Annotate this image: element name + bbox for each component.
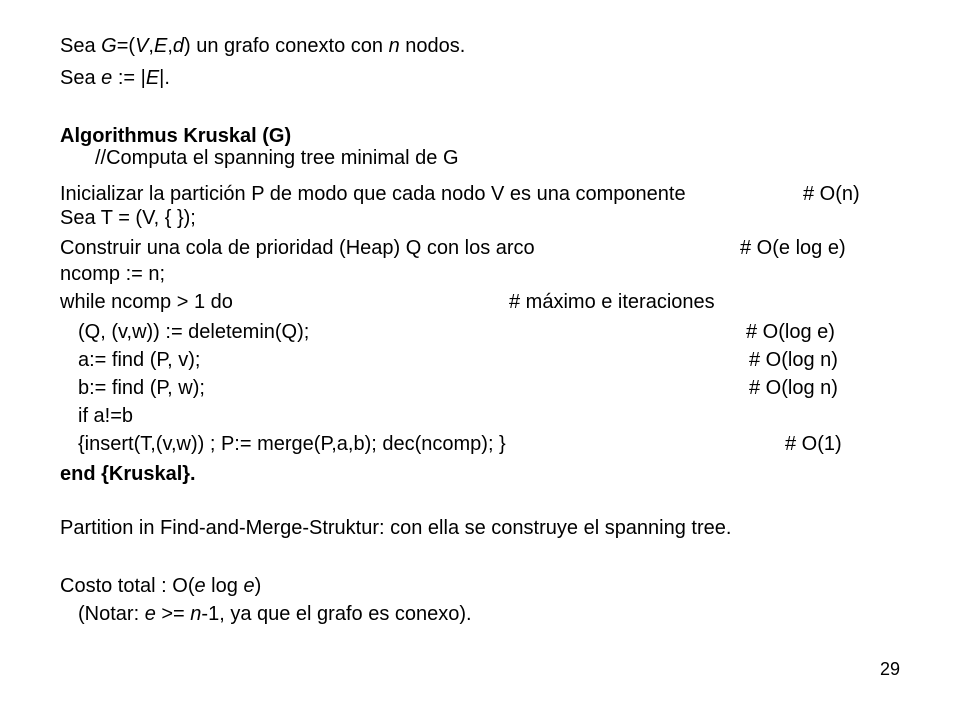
algorithm-comment: //Computa el spanning tree minimal de G: [95, 147, 459, 169]
code-line-while: while ncomp > 1 do: [60, 291, 233, 313]
code-line-insert-merge: {insert(T,(v,w)) ; P:= merge(P,a,b); dec(ncomp); }: [78, 433, 506, 455]
code-line-if: if a!=b: [78, 405, 134, 427]
edge-count-line: Sea e := |E|.: [60, 67, 170, 89]
graph-definition-line: Sea G=(V,E,d) un grafo conexto con n nodos.: [60, 35, 466, 57]
complexity-while: # máximo e iteraciones: [509, 291, 715, 313]
complexity-insert-merge: # O(1): [785, 433, 842, 455]
code-line-deletemin: (Q, (v,w)) := deletemin(Q);: [78, 321, 310, 343]
code-line-heap: Construir una cola de prioridad (Heap) Q con los arco: [60, 237, 535, 259]
algorithm-title: Algorithmus Kruskal (G): [60, 125, 292, 147]
complexity-init: # O(n): [803, 183, 860, 205]
complexity-find-v: # O(log n): [749, 349, 838, 371]
partition-note: Partition in Find-and-Merge-Struktur: con ella se construye el spanning tree.: [60, 517, 732, 539]
page-number: 29: [879, 659, 900, 679]
code-line-sea-t: Sea T = (V, { });: [60, 207, 196, 229]
code-line-find-w: b:= find (P, w);: [78, 377, 205, 399]
complexity-find-w: # O(log n): [749, 377, 838, 399]
algorithm-end: end {Kruskal}.: [60, 463, 196, 485]
code-line-find-v: a:= find (P, v);: [78, 349, 201, 371]
code-line-init: Inicializar la partición P de modo que cada nodo V es una componente: [60, 183, 686, 205]
total-cost-line: Costo total : O(e log e): [60, 575, 262, 597]
code-line-ncomp: ncomp := n;: [60, 263, 166, 285]
complexity-heap: # O(e log e): [740, 237, 846, 259]
complexity-deletemin: # O(log e): [746, 321, 835, 343]
note-line: (Notar: e >= n-1, ya que el grafo es conexo).: [78, 603, 472, 625]
